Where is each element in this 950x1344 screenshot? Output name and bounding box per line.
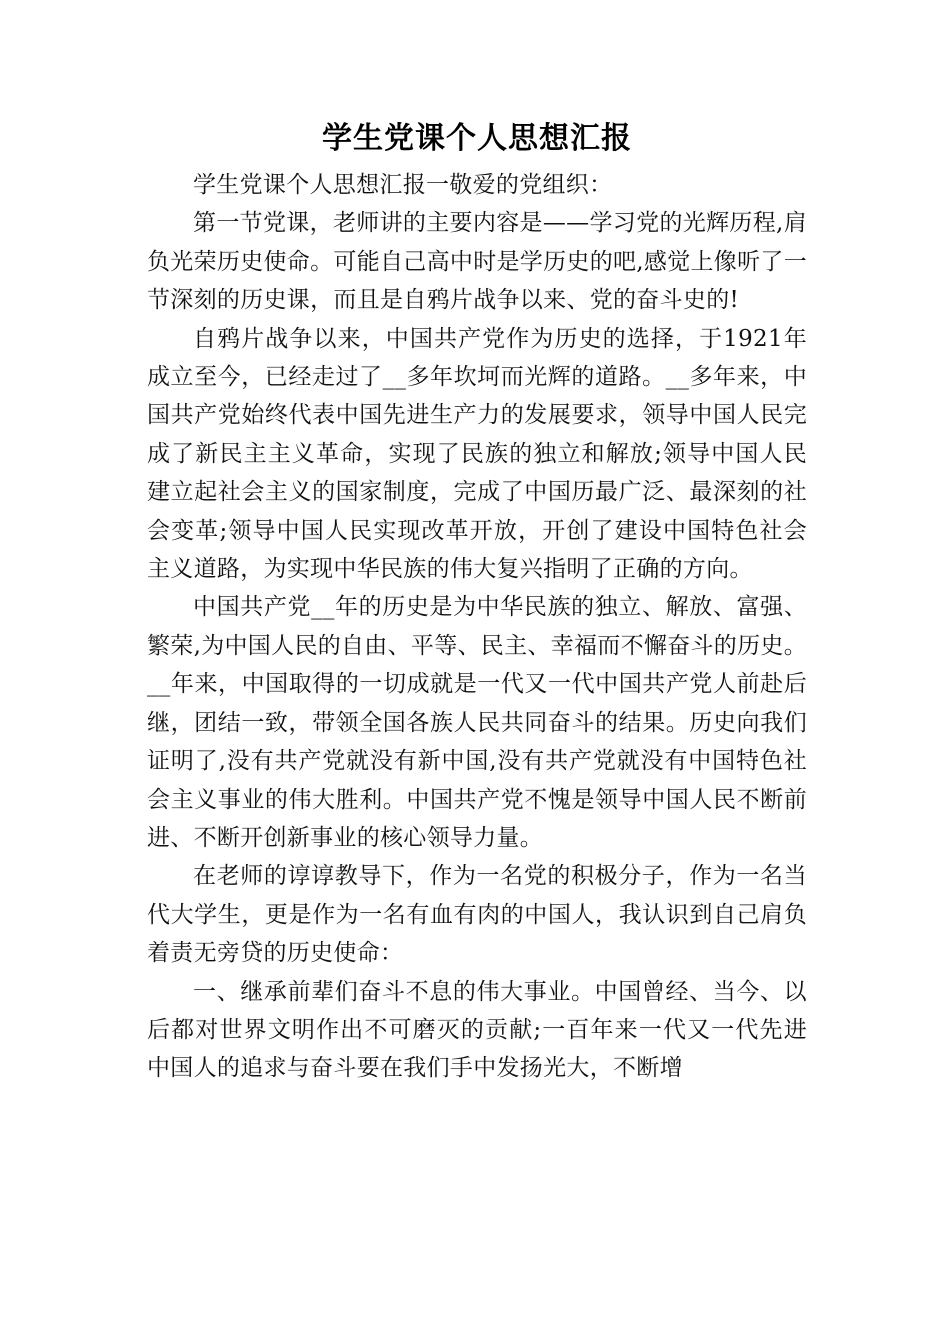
body-paragraph: 第一节党课，老师讲的主要内容是——学习党的光辉历程,肩负光荣历史使命。可能自己高中时是学历史的吧,感觉上像听了一节深刻的历史课，而且是自鸦片战争以来、党的奋斗史的! xyxy=(147,210,808,314)
body-paragraph: 中国共产党__年的历史是为中华民族的独立、解放、富强、繁荣,为中国人民的自由、平等、民主、幸福而不懈奋斗的历史。__年来，中国取得的一切成就是一代又一代中国共产党人前赴后继，团结一致，带领全国各族人民共同奋斗的结果。历史向我们证明了,没有共产党就没有新中国,没有共产党就没有中国特色社会主义事业的伟大胜利。中国共产党不愧是领导中国人民不断前进、不断开创新事业的核心领导力量。 xyxy=(147,594,808,851)
body-paragraph: 在老师的谆谆教导下，作为一名党的积极分子，作为一名当代大学生，更是作为一名有血有肉的中国人，我认识到自己肩负着责无旁贷的历史使命： xyxy=(147,863,807,967)
body-paragraph: 自鸦片战争以来，中国共产党作为历史的选择，于1921年成立至今，已经走过了__多年坎坷而光辉的道路。__多年来，中国共产党始终代表中国先进生产力的发展要求，领导中国人民完成了新民主主义革命，实现了民族的独立和解放;领导中国人民建立起社会主义的国家制度，完成了中国历最广泛、最深刻的社会变革;领导中国人民实现改革开放，开创了建设中国特色社会主义道路，为实现中华民族的伟大复兴指明了正确的方向。 xyxy=(147,325,807,583)
document-body xyxy=(147,118,807,1088)
body-paragraph: 一、继承前辈们奋斗不息的伟大事业。中国曾经、当今、以后都对世界文明作出不可磨灭的贡献;一百年来一代又一代先进中国人的追求与奋斗要在我们手中发扬光大，不断增 xyxy=(147,978,807,1082)
document-title: 学生党课个人思想汇报 xyxy=(322,121,632,156)
salutation-paragraph: 学生党课个人思想汇报一敬爱的党组织： xyxy=(193,172,613,198)
